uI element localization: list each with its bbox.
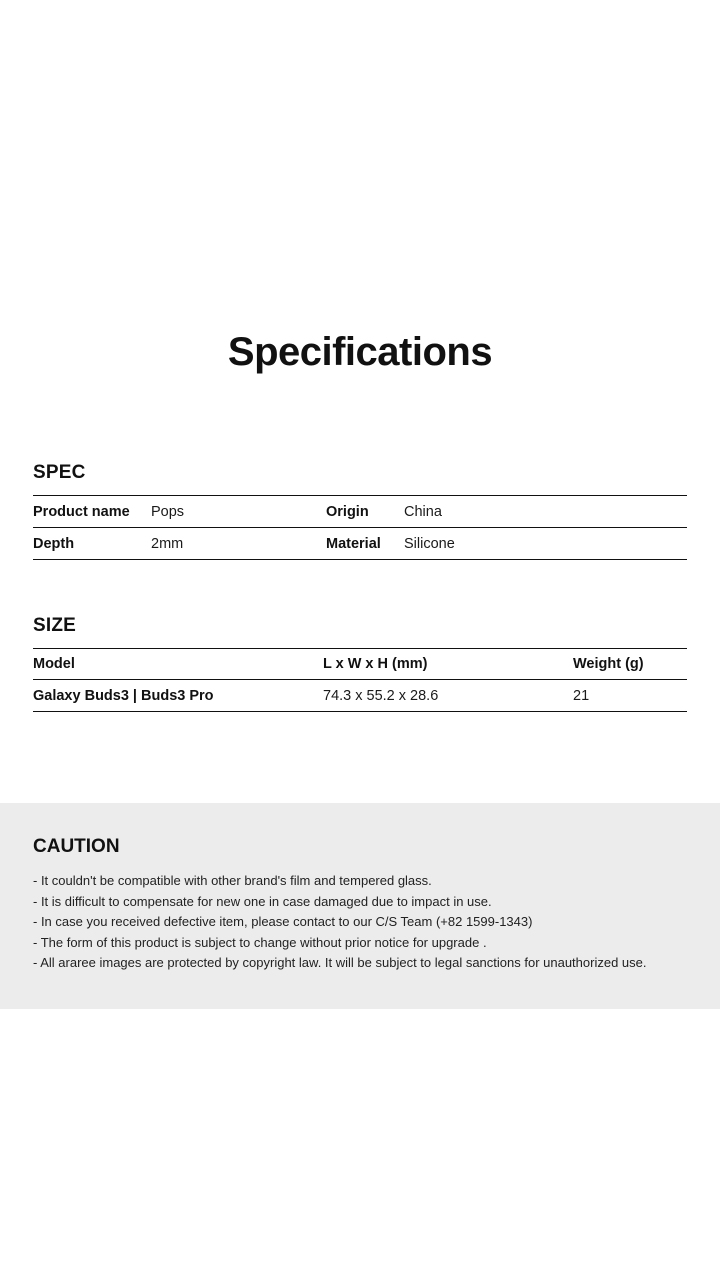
spec-label-depth: Depth [33, 535, 75, 552]
size-table [33, 648, 687, 712]
spec-section-heading: SPEC [33, 462, 86, 483]
table-row [33, 528, 687, 560]
table-header-row [33, 649, 687, 680]
spec-label-material: Material [326, 535, 381, 552]
list-item: - The form of this product is subject to change without prior notice for upgrade . [33, 934, 487, 950]
caution-list [33, 871, 693, 974]
spec-value-origin: China [404, 503, 442, 520]
table-row [33, 680, 687, 712]
spec-value-depth: 2mm [151, 535, 184, 552]
spec-section [33, 462, 687, 560]
size-value-weight: 21 [573, 687, 590, 704]
spec-value-product-name: Pops [151, 503, 185, 520]
page-title: Specifications [227, 330, 493, 374]
spec-label-product-name: Product name [33, 503, 130, 520]
spec-table [33, 495, 687, 560]
list-item: - It is difficult to compensate for new one in case damaged due to impact in use. [33, 893, 492, 909]
size-value-dimensions: 74.3 x 55.2 x 28.6 [323, 687, 439, 704]
size-header-dimensions: L x W x H (mm) [323, 656, 428, 672]
list-item: - All araree images are protected by copyright law. It will be subject to legal sanctions for unauthorized use. [33, 955, 647, 970]
size-value-model: Galaxy Buds3 | Buds3 Pro [33, 687, 214, 704]
list-item: - In case you received defective item, please contact to our C/S Team (+82 1599-1343) [33, 914, 533, 929]
spec-label-origin: Origin [326, 503, 369, 520]
list-item: - It couldn't be compatible with other brand's film and tempered glass. [33, 873, 432, 888]
size-header-weight: Weight (g) [573, 656, 644, 672]
size-header-model: Model [33, 656, 75, 672]
spec-value-material: Silicone [404, 535, 455, 552]
caution-heading: CAUTION [33, 836, 120, 857]
table-row [33, 496, 687, 528]
size-section-heading: SIZE [33, 615, 77, 636]
caution-section [33, 836, 693, 974]
size-section [33, 615, 687, 712]
